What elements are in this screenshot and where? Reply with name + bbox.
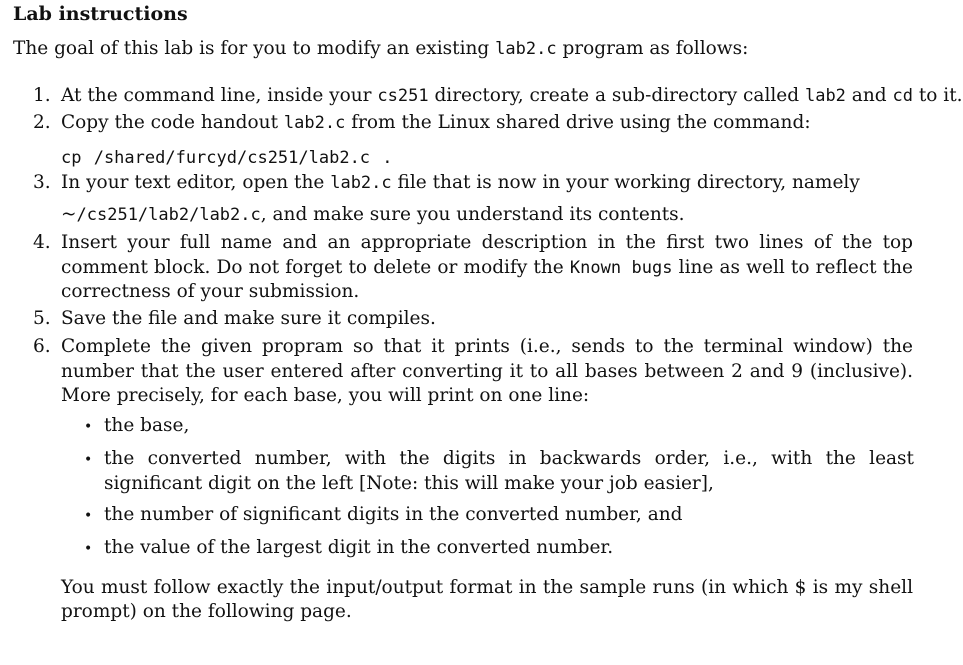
bullet-item-digits: the number of significant digits in the converted number, and	[104, 504, 683, 525]
step-6-text: Complete the given propram so that it prints (i.e., sends to the terminal window) the number that the user entered after converting it to all bases between 2 and 9 (inclusive). More precisely, for each base, you will print on one line:	[61, 336, 913, 406]
step-1-code-cd: cd	[892, 86, 913, 106]
step-5-text: Save the file and make sure it compiles.	[61, 308, 436, 329]
step-2-part: Copy the code handout	[61, 112, 284, 133]
bullet-icon: •	[84, 508, 93, 524]
bullet-icon: •	[84, 541, 93, 557]
step-3-code-path: /cs251/lab2/lab2.c	[76, 205, 261, 225]
step-2-part: from the Linux shared drive using the command:	[345, 112, 811, 133]
bullet-item-largest: the value of the largest digit in the converted number.	[104, 537, 614, 558]
intro-code: lab2.c	[495, 39, 557, 59]
step-3-text	[61, 172, 913, 193]
closing-paragraph: You must follow exactly the input/output format in the sample runs (in which $ is my shell prompt) on the following page.	[61, 577, 913, 622]
step-4-number: 4.	[33, 232, 51, 253]
bullet-item-base: the base,	[104, 415, 190, 436]
step-2-text	[61, 112, 913, 133]
step-3-number: 3.	[33, 172, 51, 193]
page-title: Lab instructions	[13, 3, 188, 25]
step-3-path-line	[61, 204, 685, 225]
bullet-icon: •	[84, 452, 93, 468]
step-4-part: line as well to reflect the correctness of your submission.	[61, 256, 913, 302]
step-3-tilde: ~	[61, 204, 77, 225]
intro-text-1: The goal of this lab is for you to modify an existing	[13, 38, 496, 59]
step-1-part: to it.	[912, 85, 963, 106]
intro-text-2: program as follows:	[556, 38, 749, 59]
step-2-code-file: lab2.c	[283, 113, 346, 133]
step-2-command: cp /shared/furcyd/cs251/lab2.c .	[61, 148, 393, 168]
step-3-part: file that is now in your working directory, namely	[391, 172, 860, 193]
step-3-part: In your text editor, open the	[61, 172, 331, 193]
step-1-text	[61, 85, 963, 106]
bullet-icon: •	[84, 419, 93, 435]
step-1-part: At the command line, inside your	[61, 85, 378, 106]
step-2-number: 2.	[33, 112, 51, 133]
step-4-code-known-bugs: Known bugs	[569, 257, 673, 278]
step-4-text	[61, 231, 913, 305]
step-4-part: Insert your full name and an appropriate description in the first two lines of the top comment block. Do not forget to delete or modify the	[61, 232, 913, 278]
step-1-number: 1.	[33, 85, 51, 106]
step-3-code-file: lab2.c	[330, 173, 392, 193]
step-1-part: directory, create a sub-directory called	[428, 85, 805, 106]
bullet-item-converted: the converted number, with the digits in backwards order, i.e., with the least significant digit on the left [Note: this will make your job easier],	[104, 448, 914, 494]
intro-paragraph	[13, 38, 748, 59]
step-5-number: 5.	[33, 308, 51, 329]
step-6-number: 6.	[33, 336, 51, 357]
step-1-code-dir: cs251	[377, 86, 429, 106]
step-1-part: and	[845, 85, 893, 106]
step-1-code-subdir: lab2	[804, 86, 846, 106]
step-3-part: , and make sure you understand its contents.	[260, 204, 685, 225]
